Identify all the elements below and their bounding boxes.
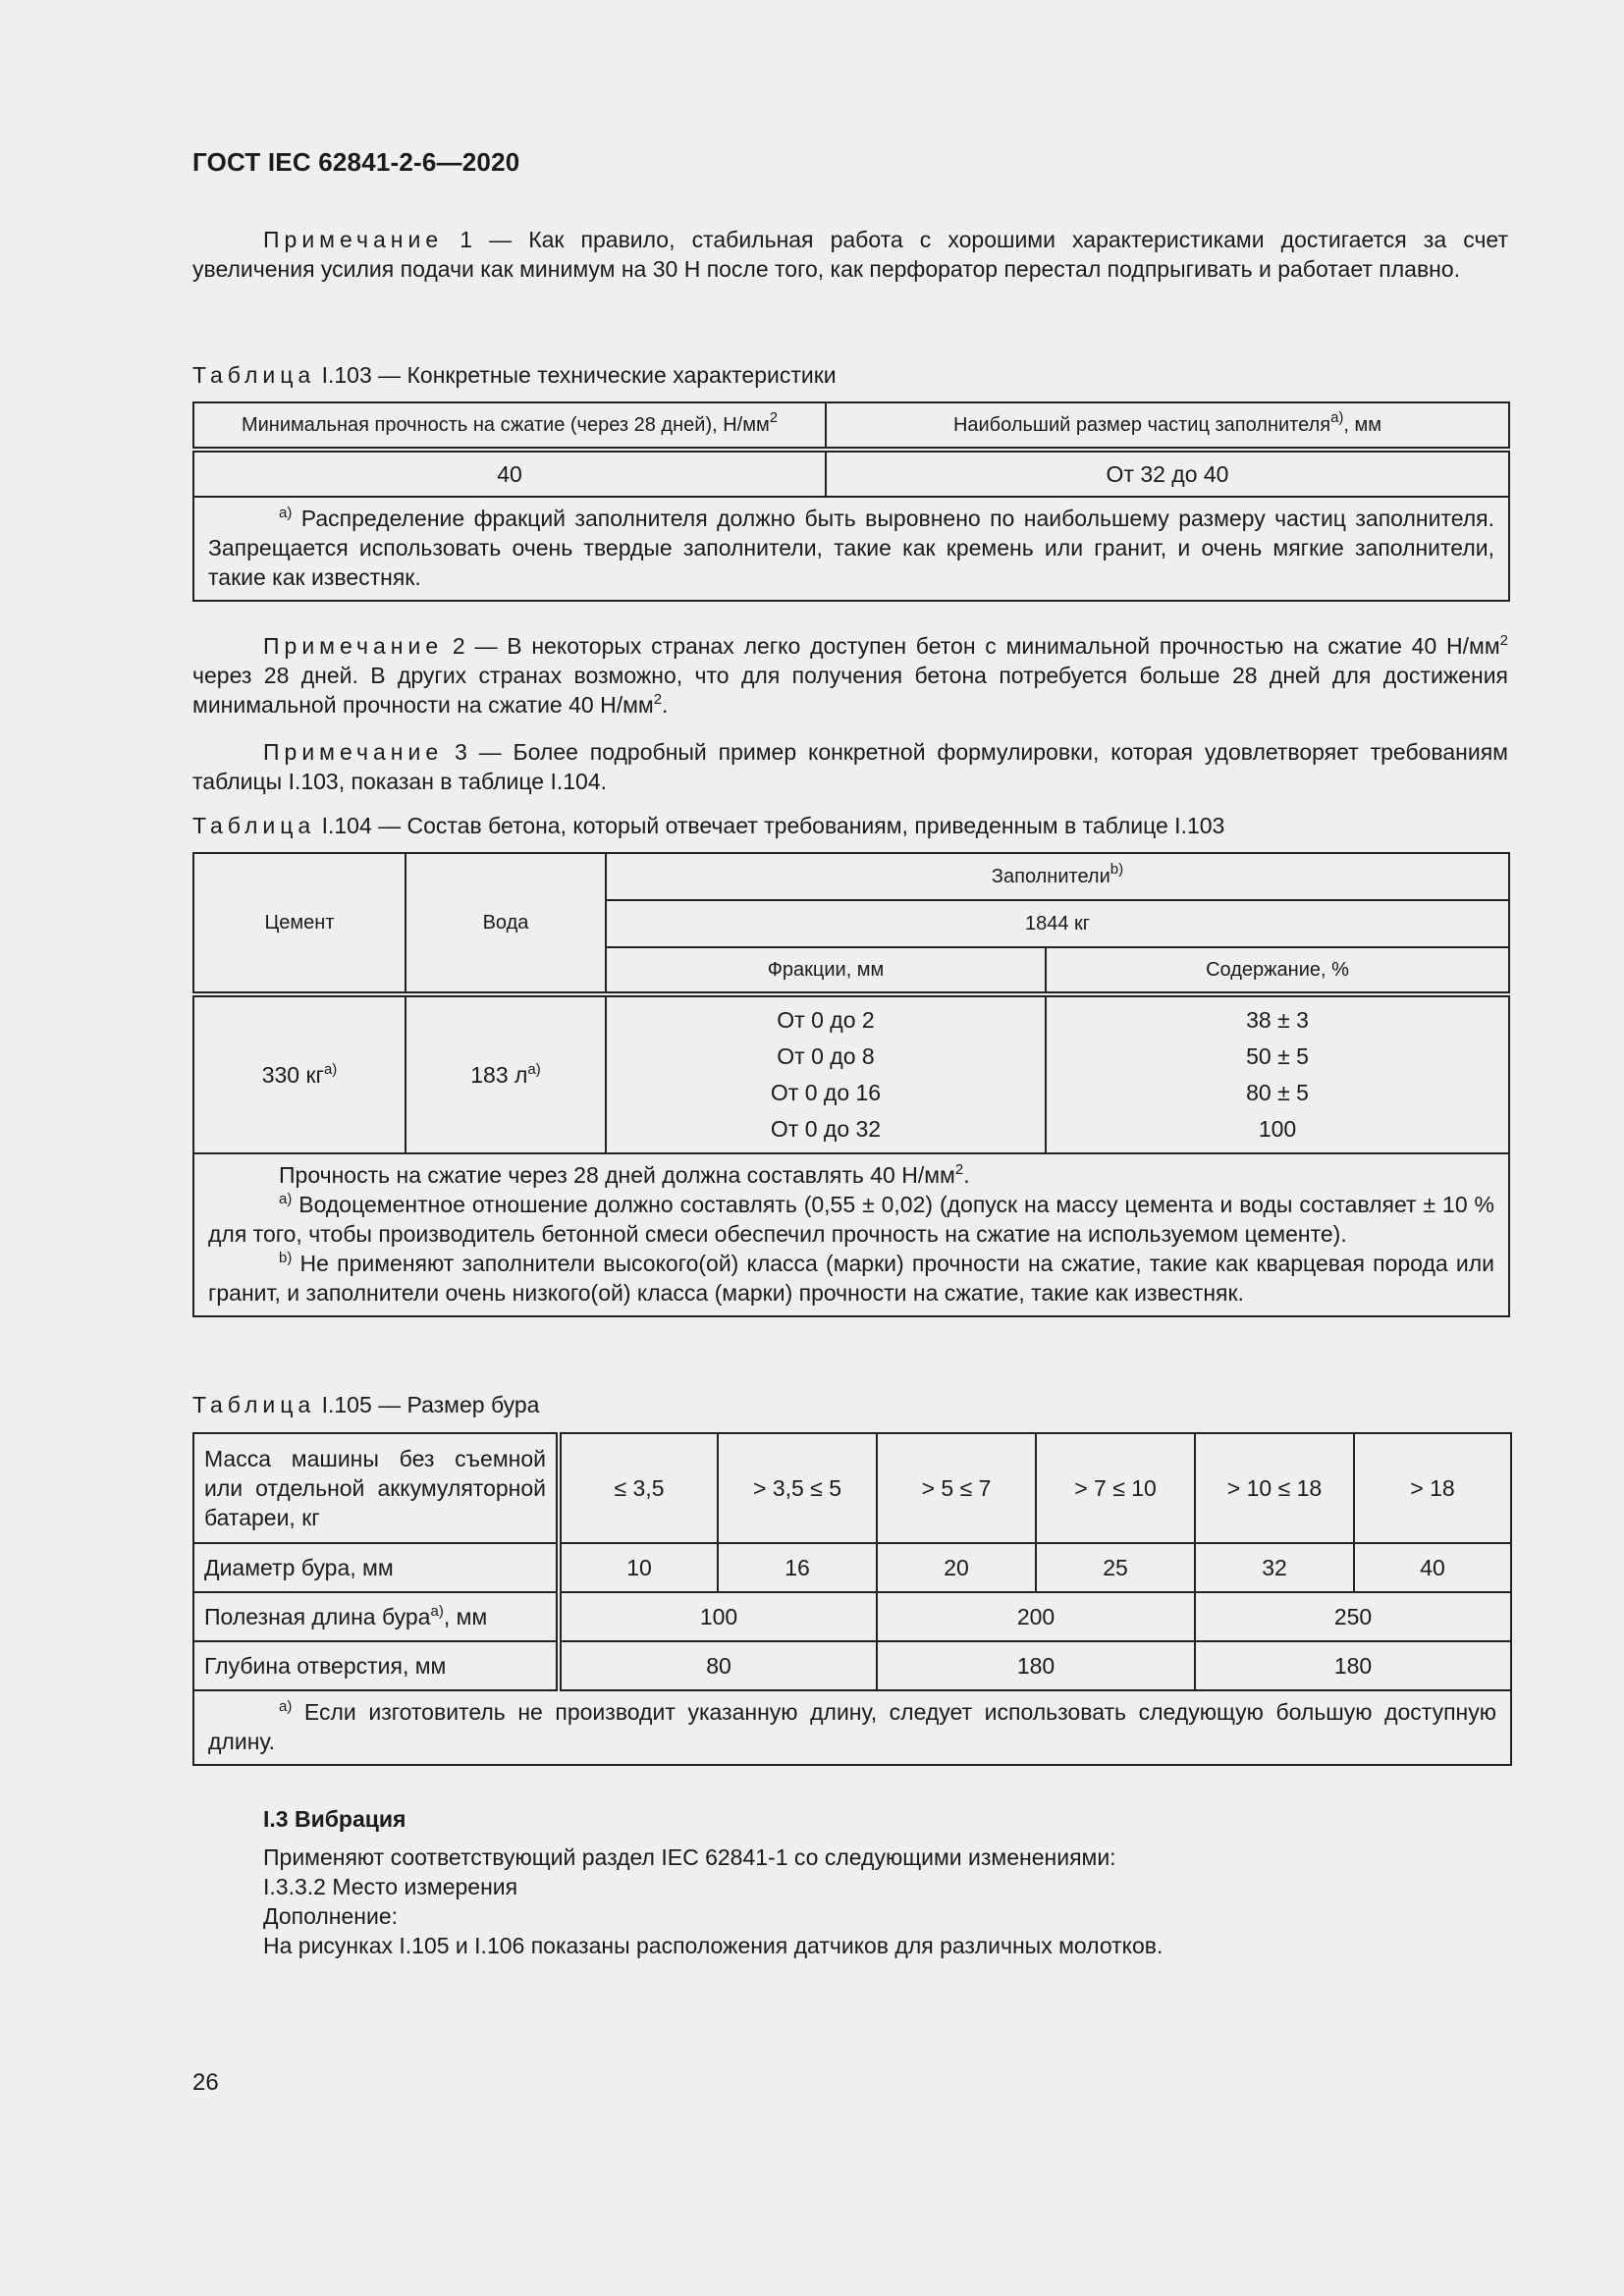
page-header: ГОСТ IEC 62841-2-6—2020 (192, 147, 520, 177)
table-104-header-fractions: Фракции, мм (606, 947, 1046, 994)
table-105-diameter-cell: 20 (877, 1543, 1036, 1592)
table-104-cement-value: 330 кг (261, 1061, 324, 1088)
table-104-content: 38 ± 3 (1246, 1007, 1309, 1033)
table-105-row-mass-label: Масса машины без съемной или отдельной аккумуляторной батареи, кг (193, 1433, 559, 1543)
table-105-row-length-sup: a) (430, 1602, 444, 1620)
table-105-footnote-text: Если изготовитель не производит указанную длину, следует использовать следующую большую доступную длину. (208, 1699, 1496, 1754)
note-2 (192, 631, 1508, 720)
table-104-water-value: 183 л (470, 1061, 528, 1088)
table-105-diameter-cell: 25 (1036, 1543, 1195, 1592)
table-105-caption-text: I.105 — Размер бура (315, 1392, 540, 1417)
table-104-caption (192, 811, 1224, 840)
note-2-text-b: через 28 дней. В других странах возможно, что для получения бетона потребуется больше 28 дней для достижения минимальной прочности на сжатие 40 Н/мм (192, 663, 1508, 718)
table-103-caption-label: Таблица (192, 362, 316, 388)
table-103 (192, 401, 1510, 602)
table-105-row-length-text: Полезная длина бура (204, 1603, 431, 1629)
table-105-depth-cell: 80 (559, 1641, 877, 1690)
table-105-length-cell: 250 (1195, 1592, 1511, 1641)
table-105-row-length-unit: , мм (443, 1603, 488, 1629)
table-103-caption (192, 360, 837, 390)
table-105-mass-cell: > 3,5 ≤ 5 (718, 1433, 877, 1543)
section-body (263, 1842, 1163, 1960)
table-104-caption-label: Таблица (192, 813, 316, 838)
table-104-caption-text: I.104 — Состав бетона, который отвечает требованиям, приведенным в таблице I.103 (315, 813, 1225, 838)
table-104-header-water: Вода (406, 853, 606, 994)
table-104-fraction: От 0 до 16 (770, 1080, 882, 1105)
note-3 (192, 737, 1508, 796)
table-104-strength-note-end: . (963, 1162, 970, 1188)
table-105-diameter-cell: 32 (1195, 1543, 1354, 1592)
table-103-footnote-mark: a) (279, 505, 293, 521)
table-105-row-length-label (193, 1592, 559, 1641)
table-104-strength-note (208, 1160, 1494, 1190)
table-104-footnote-b-text: Не применяют заполнители высокого(ой) класса (марки) прочности на сжатие, такие как кварцевая порода или гранит, и заполнители очень низкого(ой) класса (марки) прочности на сжатие, такие как известняк. (208, 1251, 1494, 1306)
table-103-footnote-text: Распределение фракций заполнителя должно быть выровнено по наибольшему размеру частиц заполнителя. Запрещается использовать очень твердые заполнители, такие как кремень или гранит, и очень мягкие заполнители, такие как известняк. (208, 506, 1494, 590)
table-104-header-aggregates-text: Заполнители (991, 865, 1110, 887)
table-104-header-cement: Цемент (193, 853, 406, 994)
table-104-contents (1046, 994, 1509, 1153)
table-103-header-particle-unit: , мм (1343, 413, 1382, 436)
table-104-cement-sup: a) (323, 1060, 338, 1078)
table-104-footnote-b (208, 1249, 1494, 1308)
table-105-mass-cell: > 18 (1354, 1433, 1511, 1543)
table-104-fraction: От 0 до 32 (770, 1116, 882, 1142)
table-104-fractions (606, 994, 1046, 1153)
table-104-strength-note-sup: 2 (954, 1161, 964, 1178)
table-105-depth-cell: 180 (1195, 1641, 1511, 1690)
table-104-header-aggregates-sup: b) (1110, 860, 1124, 878)
note-2-sup-1: 2 (1499, 632, 1508, 649)
table-103-footnote (193, 497, 1509, 601)
table-104-footnotes (193, 1153, 1509, 1316)
table-105 (192, 1432, 1512, 1766)
table-104-header-aggregates (606, 853, 1509, 900)
table-103-caption-text: I.103 — Конкретные технические характеристики (315, 362, 837, 388)
table-105-mass-cell: > 5 ≤ 7 (877, 1433, 1036, 1543)
table-104-water-sup: a) (527, 1060, 541, 1078)
table-104-cement (193, 994, 406, 1153)
table-104-fraction: От 0 до 2 (777, 1007, 875, 1033)
table-103-header-strength-sup: 2 (769, 408, 779, 426)
table-103-header-strength-text: Минимальная прочность на сжатие (через 28 дней), Н/мм (241, 413, 770, 436)
table-105-diameter-cell: 16 (718, 1543, 877, 1592)
table-103-header-particle-text: Наибольший размер частиц заполнителя (952, 413, 1331, 436)
table-105-row-depth-label: Глубина отверстия, мм (193, 1641, 559, 1690)
table-105-footnote (193, 1690, 1511, 1765)
table-104-footnote-a-text: Водоцементное отношение должно составлять (0,55 ± 0,02) (допуск на массу цемента и воды составляет ± 10 % для того, чтобы производитель бетонной смеси обеспечил прочность на сжатие на используемом цементе). (208, 1192, 1494, 1247)
table-103-header-particle-sup: a) (1330, 408, 1344, 426)
table-105-caption-label: Таблица (192, 1392, 316, 1417)
note-2-text-c: . (662, 692, 669, 718)
section-line: Дополнение: (263, 1903, 399, 1929)
section-title: I.3 Вибрация (263, 1806, 406, 1832)
table-104-header-mass: 1844 кг (606, 900, 1509, 947)
note-1-text: 1 — Как правило, стабильная работа с хорошими характеристиками достигается за счет увеличения усилия подачи как минимум на 30 Н после того, как перфоратор перестал подпрыгивать и работает плавно. (192, 227, 1508, 282)
note-2-text-a: 2 — В некоторых странах легко доступен бетон с минимальной прочностью на сжатие 40 Н/мм (443, 633, 1500, 659)
note-3-text: 3 — Более подробный пример конкретной формулировки, которая удовлетворяет требованиям таблицы I.103, показан в таблице I.104. (192, 739, 1508, 794)
table-104-water (406, 994, 606, 1153)
table-104-fraction: От 0 до 8 (777, 1043, 875, 1069)
table-104-footnote-a (208, 1190, 1494, 1249)
table-105-footnote-mark: a) (279, 1698, 293, 1715)
table-105-length-cell: 200 (877, 1592, 1195, 1641)
table-104-content: 50 ± 5 (1246, 1043, 1309, 1069)
table-104-header-content: Содержание, % (1046, 947, 1509, 994)
table-105-mass-cell: > 10 ≤ 18 (1195, 1433, 1354, 1543)
table-105-diameter-cell: 10 (559, 1543, 718, 1592)
table-104-strength-note-text: Прочность на сжатие через 28 дней должна составлять 40 Н/мм (279, 1162, 955, 1188)
table-103-header-particle (826, 402, 1509, 450)
table-105-mass-cell: > 7 ≤ 10 (1036, 1433, 1195, 1543)
note-2-label: Примечание (263, 633, 444, 659)
table-104 (192, 852, 1510, 1317)
note-2-sup-2: 2 (653, 691, 663, 708)
table-105-length-cell: 100 (559, 1592, 877, 1641)
note-1-label: Примечание (263, 227, 444, 252)
note-3-label: Примечание (263, 739, 444, 765)
table-103-header-strength (193, 402, 826, 450)
section-line: I.3.3.2 Место измерения (263, 1874, 518, 1899)
section-line: На рисунках I.105 и I.106 показаны расположения датчиков для различных молотков. (263, 1933, 1164, 1958)
table-105-diameter-cell: 40 (1354, 1543, 1511, 1592)
table-104-content: 80 ± 5 (1246, 1080, 1309, 1105)
table-105-caption (192, 1390, 539, 1419)
page-number: 26 (192, 2069, 219, 2096)
table-104-footnote-a-mark: a) (279, 1191, 293, 1207)
table-104-content: 100 (1258, 1116, 1297, 1142)
table-105-depth-cell: 180 (877, 1641, 1195, 1690)
table-103-value-strength: 40 (193, 450, 826, 497)
section-line: Применяют соответствующий раздел IEC 62841-1 со следующими изменениями: (263, 1844, 1116, 1870)
note-1 (192, 225, 1508, 284)
table-103-value-particle: От 32 до 40 (826, 450, 1509, 497)
table-105-mass-cell: ≤ 3,5 (559, 1433, 718, 1543)
table-105-row-diameter-label: Диаметр бура, мм (193, 1543, 559, 1592)
table-104-footnote-b-mark: b) (279, 1250, 293, 1266)
